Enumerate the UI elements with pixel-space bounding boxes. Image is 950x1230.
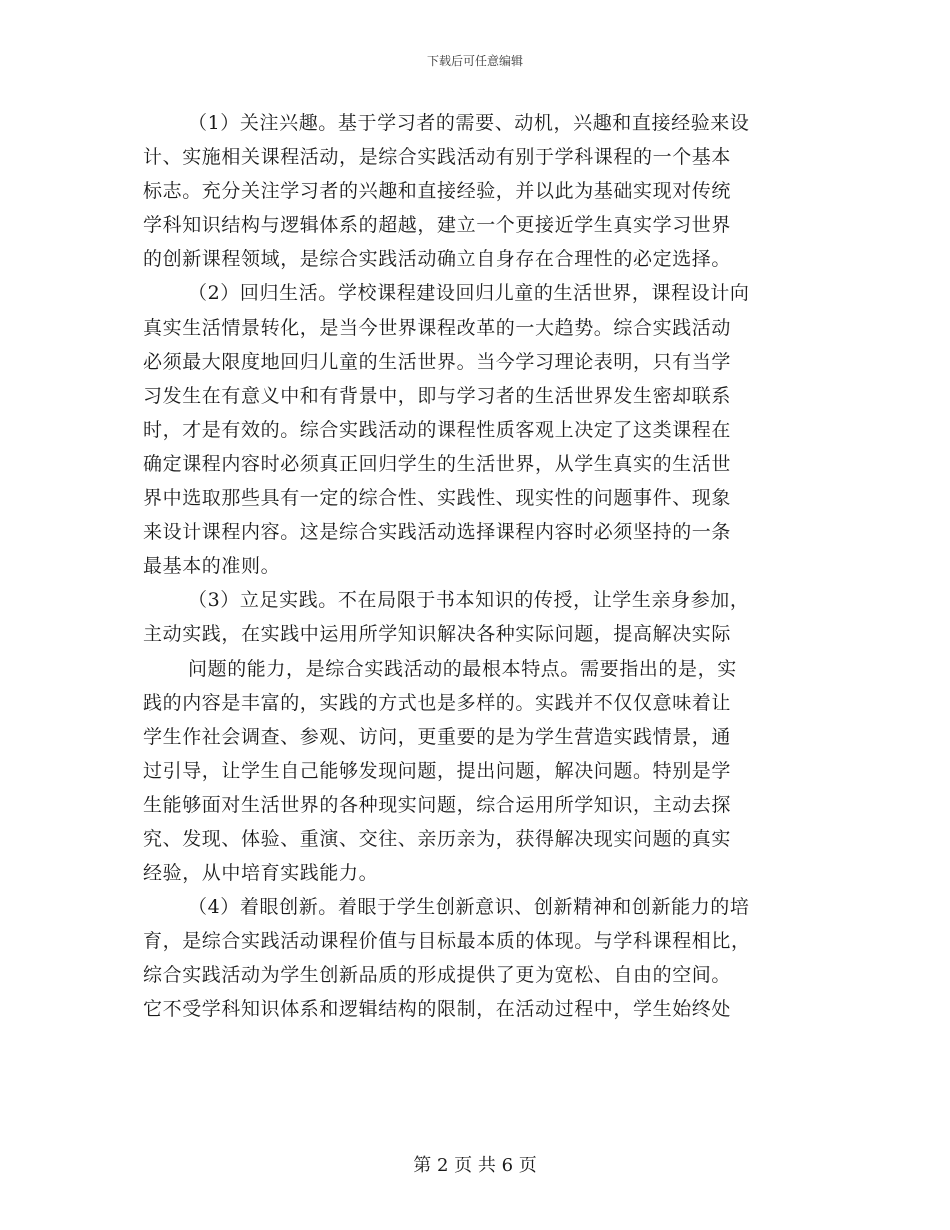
text-line: 的创新课程领域，是综合实践活动确立自身存在合理性的必定选择。 <box>143 248 732 271</box>
text-line: 界中选取那些具有一定的综合性、实践性、现实性的问题事件、现象 <box>143 487 732 510</box>
text-line: 践的内容是丰富的，实践的方式也是多样的。实践并不仅仅意味着让 <box>143 691 732 714</box>
text-line: （2）回归生活。学校课程建设回归儿童的生活世界，课程设计向 <box>188 282 750 305</box>
text-line: 主动实践，在实践中运用所学知识解决各种实际问题，提高解决实际 <box>143 623 732 646</box>
text-line: （4）着眼创新。着眼于学生创新意识、创新精神和创新能力的培 <box>188 896 750 919</box>
text-line: 过引导，让学生自己能够发现问题，提出问题，解决问题。特别是学 <box>143 759 732 782</box>
text-line: 时，才是有效的。综合实践活动的课程性质客观上决定了这类课程在 <box>143 418 732 441</box>
text-line: 问题的能力，是综合实践活动的最根本特点。需要指出的是，实 <box>188 657 737 680</box>
text-line: 标志。充分关注学习者的兴趣和直接经验，并以此为基础实现对传统 <box>143 180 732 203</box>
text-line: 综合实践活动为学生创新品质的形成提供了更为宽松、自由的空间。 <box>143 964 732 987</box>
text-line: 究、发现、体验、重演、交往、亲历亲为，获得解决现实问题的真实 <box>143 827 732 850</box>
text-line: 学生作社会调查、参观、访问，更重要的是为学生营造实践情景，通 <box>143 725 732 748</box>
text-line: 真实生活情景转化，是当今世界课程改革的一大趋势。综合实践活动 <box>143 316 732 339</box>
text-line: 最基本的准则。 <box>143 555 281 578</box>
text-line: （1）关注兴趣。基于学习者的需要、动机，兴趣和直接经验来设 <box>188 112 750 134</box>
text-line: 确定课程内容时必须真正回归学生的生活世界，从学生真实的生活世 <box>143 452 732 475</box>
text-line: 育，是综合实践活动课程价值与目标最本质的体现。与学科课程相比， <box>143 930 751 953</box>
text-line: 来设计课程内容。这是综合实践活动选择课程内容时必须坚持的一条 <box>143 521 732 544</box>
page-header: 下载后可任意编辑 <box>426 54 523 68</box>
page-number: 第 2 页 共 6 页 <box>413 1155 537 1176</box>
document-body <box>143 106 807 1027</box>
text-line: 学科知识结构与逻辑体系的超越，建立一个更接近学生真实学习世界 <box>143 214 732 237</box>
text-line: 计、实施相关课程活动，是综合实践活动有别于学科课程的一个基本 <box>143 146 732 169</box>
text-line: 生能够面对生活世界的各种现实问题，综合运用所学知识，主动去探 <box>143 793 732 816</box>
text-line: 它不受学科知识体系和逻辑结构的限制，在活动过程中，学生始终处 <box>143 998 732 1021</box>
text-line: 习发生在有意义中和有背景中，即与学习者的生活世界发生密却联系 <box>143 384 732 407</box>
text-line: 经验，从中培育实践能力。 <box>143 862 379 885</box>
text-line: （3）立足实践。不在局限于书本知识的传授，让学生亲身参加， <box>188 589 750 612</box>
text-line: 必须最大限度地回归儿童的生活世界。当今学习理论表明，只有当学 <box>143 350 732 373</box>
